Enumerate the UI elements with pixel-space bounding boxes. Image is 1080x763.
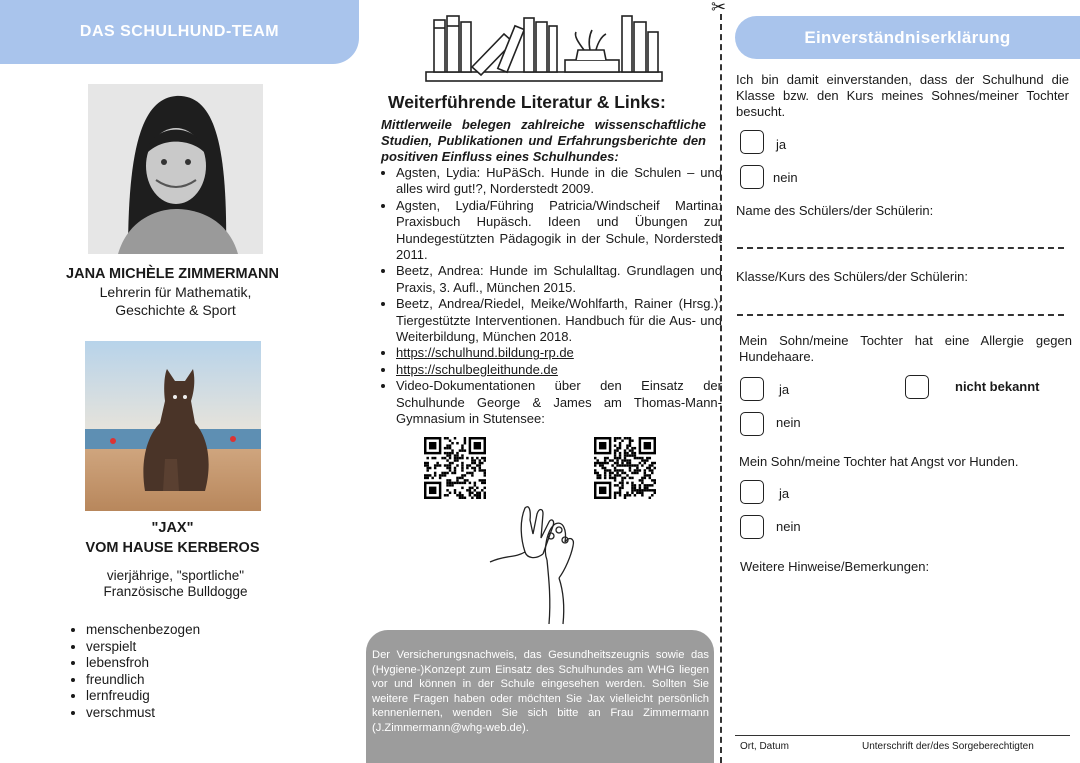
literature-list <box>380 165 722 428</box>
fear-no-checkbox[interactable] <box>740 515 764 539</box>
allergy-no-label: nein <box>776 415 801 430</box>
reference-item: • Agsten, Lydia/Führing Patricia/Windscheif Martina: Praxisbuch Hupäsch. Ideen und Übungen zur Hundegestützten Pädagogik in der Schule, Norderstedt 2011. <box>396 198 722 264</box>
consent-statement: Ich bin damit einverstanden, dass der Schulhund die Klasse bzw. den Kurs meines Sohnes/meiner Tochter besucht. <box>736 72 1069 119</box>
consent-yes-checkbox[interactable] <box>740 130 764 154</box>
qr-code-1[interactable] <box>424 437 486 499</box>
link-item <box>396 362 722 378</box>
dog-description-line1: vierjährige, "sportliche" <box>106 568 245 583</box>
teacher-role-line2: Geschichte & Sport <box>115 302 236 318</box>
teacher-photo <box>88 84 263 254</box>
fear-yes-label: ja <box>779 486 790 501</box>
team-header: DAS SCHULHUND-TEAM <box>0 0 359 64</box>
trait-item: • verspielt <box>86 639 200 656</box>
place-date-label: Ort, Datum <box>740 741 789 752</box>
bookshelf-illustration <box>424 12 664 84</box>
consent-header: Einverständniserklärung <box>735 16 1080 59</box>
dog-traits-list <box>70 622 200 721</box>
fear-question: Mein Sohn/meine Tochter hat Angst vor Hunden. <box>739 454 1019 469</box>
student-name-field[interactable] <box>737 247 1064 249</box>
allergy-yes-label: ja <box>779 382 790 397</box>
signature-line[interactable] <box>735 735 1070 736</box>
literature-intro: Mittlerweile belegen zahlreiche wissenschaftliche Studien, Publikationen und Erfahrungsberichte den positiven Einfluss eines Schulhundes: <box>381 117 706 164</box>
reference-item: • Agsten, Lydia: HuPäSch. Hunde in die Schulen – und alles wird gut!?, Norderstedt 2009. <box>396 165 722 198</box>
notes-area[interactable] <box>736 580 1070 730</box>
consent-yes-label: ja <box>776 137 787 152</box>
hand-paw-illustration <box>485 500 590 625</box>
allergy-unknown-checkbox[interactable] <box>905 375 929 399</box>
dog-name-line1: "JAX" <box>151 520 194 536</box>
trait-item: • lebensfroh <box>86 655 200 672</box>
reference-item: • Beetz, Andrea/Riedel, Meike/Wohlfarth, Rainer (Hrsg.): Tiergestützte Interventionen. Handbuch für die Aus- und Weiterbildung, München 2018. <box>396 296 722 345</box>
student-name-label: Name des Schülers/der Schülerin: <box>736 203 934 218</box>
fear-yes-checkbox[interactable] <box>740 480 764 504</box>
signature-label: Unterschrift der/des Sorgeberechtigten <box>862 741 1034 752</box>
consent-no-checkbox[interactable] <box>740 165 764 189</box>
trait-item: • menschenbezogen <box>86 622 200 639</box>
fear-no-label: nein <box>776 519 801 534</box>
allergy-yes-checkbox[interactable] <box>740 377 764 401</box>
reference-item: • Beetz, Andrea: Hunde im Schulalltag. Grundlagen und Praxis, 3. Aufl., München 2015. <box>396 263 722 296</box>
dog-name-line2: VOM HAUSE KERBEROS <box>85 540 260 556</box>
info-text: Der Versicherungsnachweis, das Gesundheitszeugnis sowie das (Hygiene-)Konzept zum Einsatz des Schulhundes am WHG liegen vor und können in der Schule eingesehen werden. Sollten Sie weitere Fragen haben oder möchten Sie Jax vielleicht persönlich kennenlernen, wenden Sie sich bitte an Frau Zimmermann (J.Zimmermann@whg-web.de). <box>372 649 709 734</box>
video-item: • Video-Dokumentationen über den Einsatz der Schulhunde George & James am Thomas-Mann-Gymnasium in Stutensee: <box>396 378 722 427</box>
qr-code-2[interactable] <box>594 437 656 499</box>
literature-title: Weiterführende Literatur & Links: <box>388 92 666 112</box>
trait-item: • lernfreudig <box>86 688 200 705</box>
dog-photo <box>85 341 261 511</box>
consent-no-label: nein <box>773 170 798 185</box>
student-class-field[interactable] <box>737 314 1064 316</box>
schulhund-link[interactable]: https://schulhund.bildung-rp.de <box>396 345 574 361</box>
allergy-question: Mein Sohn/meine Tochter hat eine Allergie gegen Hundehaare. <box>739 333 1072 364</box>
teacher-role-line1: Lehrerin für Mathematik, <box>99 284 252 300</box>
scissors-icon: ✂ <box>711 0 727 17</box>
trait-item: • freundlich <box>86 672 200 689</box>
link-item <box>396 345 722 361</box>
notes-label: Weitere Hinweise/Bemerkungen: <box>740 559 930 574</box>
trait-item: • verschmust <box>86 705 200 722</box>
dog-description-line2: Französische Bulldogge <box>103 584 248 599</box>
allergy-no-checkbox[interactable] <box>740 412 764 436</box>
teacher-name: JANA MICHÈLE ZIMMERMANN <box>66 266 279 282</box>
schulbegleithunde-link[interactable]: https://schulbegleithunde.de <box>396 361 558 377</box>
allergy-unknown-label: nicht bekannt <box>955 379 1040 394</box>
info-box <box>366 630 714 763</box>
cut-line <box>720 14 722 763</box>
student-class-label: Klasse/Kurs des Schülers/der Schülerin: <box>736 269 968 284</box>
